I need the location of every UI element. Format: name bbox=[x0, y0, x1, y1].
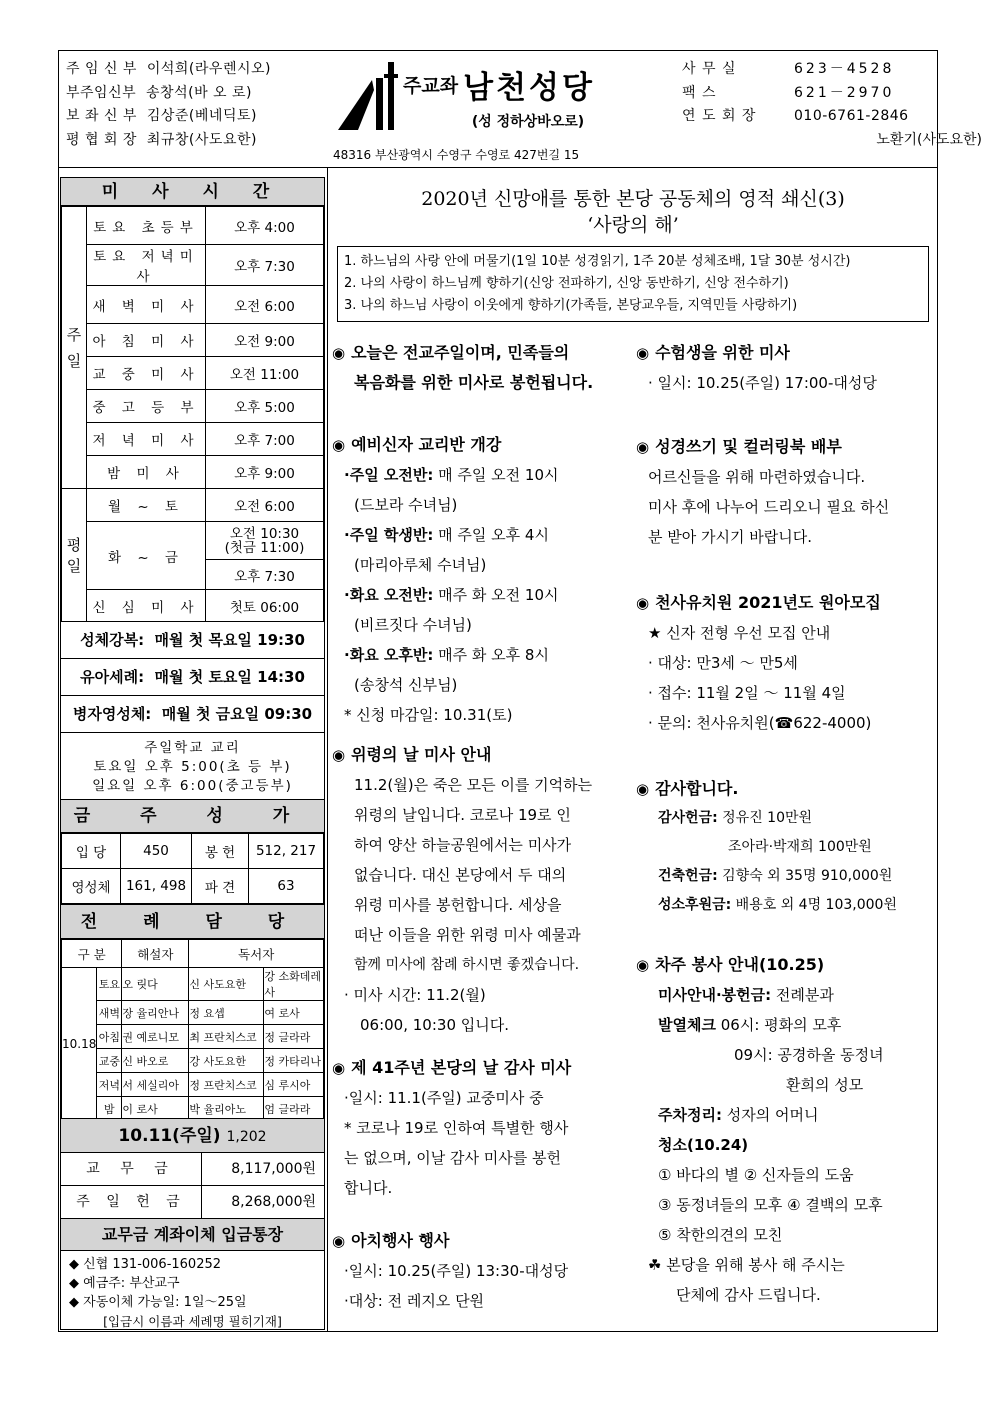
account-box: 교무금 계좌이체 입금통장 ◆ 신협 131-006-160252 ◆ 예금주: 부산교구 ◆ 자동이체 가능일: 1일～25일 [입금시 이름과 세례명 필히기재] bbox=[60, 1218, 325, 1330]
header bbox=[58, 50, 982, 168]
section-mission-sunday: ◉ 오늘은 전교주일이며, 민족들의 복음화를 위한 미사로 봉헌됩니다. bbox=[332, 343, 594, 392]
sunday-label: 주일 bbox=[62, 207, 87, 489]
church-name: 남천성당 bbox=[463, 70, 595, 106]
bullet-icon: ◉ bbox=[636, 438, 650, 456]
section-catechumen: ◉ 예비신자 교리반 개강 ·주일 오전반: 매 주일 오전 10시 (드보라 수녀님) ·주일 학생반: 매 주일 오후 4시 (마리아루체 수녀님) ·화요 오전반: 매주 화 오전 10시 (비르짓다 수녀님) ·화요 오후반: 매주 화 오후 8시 (송창석 신부님) * 신청 마감일: 10.31(토) bbox=[332, 435, 559, 724]
section-bible-writing: ◉ 성경쓰기 및 컬러링북 배부 어르신들을 위해 마련하였습니다. 미사 후에 나누어 드리오니 필요 하신 분 받아 가시기 바랍니다. bbox=[636, 437, 890, 546]
finance-date: 10.11(주일) bbox=[118, 1126, 221, 1146]
attendance-count: 1,202 bbox=[226, 1129, 267, 1145]
bullet-icon: ◉ bbox=[636, 780, 650, 798]
liturgy-table: 구 분 해설자 독서자 10.18 토요 오 릿다 신 사도요한 강 소화데레사 새벽 장 율리안나 정 요셉 여 로사 아침 권 예로니모 최 프란치스코 정 글라라 교중 신 바오로 강 사도요한 정 카타리나 저녁 서 세실리아 정 프란치스코 심 루시아 밤 이 로사 박 율리아노 엄 글라라 bbox=[61, 939, 324, 1121]
bullet-icon: ◉ bbox=[636, 594, 650, 612]
goals-box: 1. 하느님의 사랑 안에 머물기(1일 10분 성경읽기, 1주 20분 성체조배, 1달 30분 성시간) 2. 나의 사랑이 하느님께 향하기(신앙 전파하기, 신앙 동반하기, 신앙 전수하기) 3. 나의 하느님 사랑이 이웃에게 향하기(가족들, 본당교우들, 지역민들 사랑하기) bbox=[337, 246, 929, 322]
main-title: 2020년 신망애를 통한 본당 공동체의 영적 쇄신(3) bbox=[421, 188, 845, 210]
section-parish-day: ◉ 제 41주년 본당의 날 감사 미사 ·일시: 11.1(주일) 교중미사 중 * 코로나 19로 인하여 특별한 행사 는 없으며, 이날 감사 미사를 봉헌 합니다. bbox=[332, 1058, 572, 1197]
contact-list: 사 무 실 623－4528 팩 스 621－2970 연 도 회 장 010-6761-2846 노환기(사도요한) bbox=[682, 58, 982, 152]
main-subtitle: ‘사랑의 해’ bbox=[587, 214, 679, 236]
section-acies: ◉ 아치행사 행사 ·일시: 10.25(주일) 13:30-대성당 ·대상: 전 레지오 단원 bbox=[332, 1231, 569, 1310]
bullet-icon: ◉ bbox=[332, 1232, 346, 1250]
section-kindergarten: ◉ 천사유치원 2021년도 원아모집 ★ 신자 전형 우선 모집 안내 · 대상: 만3세 ～ 만5세 · 접수: 11월 2일 ～ 11월 4일 · 문의: 천사유치원(☎622-4000) bbox=[636, 593, 881, 732]
special-times: 성체강복: 매월 첫 목요일 19:30 유아세례: 매월 첫 토요일 14:30 병자영성체: 매월 첫 금요일 09:30 주일학교 교리 토요일 오후 5:00(초 등 부) 일요일 오후 6:00(중고등부) bbox=[61, 622, 324, 801]
bullet-icon: ◉ bbox=[332, 436, 346, 454]
church-name-block bbox=[403, 62, 693, 131]
hymns-table: 입 당 450 봉 헌 512, 217 영성체 161, 498 파 견 63 bbox=[61, 833, 324, 904]
liturgy-date: 10.18 bbox=[62, 968, 97, 1121]
bullet-icon: ◉ bbox=[332, 344, 346, 362]
weekday-label: 평일 bbox=[62, 489, 87, 622]
mass-times-box bbox=[60, 177, 325, 802]
section-next-week-service: ◉ 차주 봉사 안내(10.25) 미사안내·봉헌금: 전례분과 발열체크 06시: 평화의 모후 09시: 공경하올 동정녀 환희의 성모 주차정리: 성자의 어머니 청소(10.24) ① 바다의 별 ② 신자들의 도움 ③ 동정녀들의 모후 ④ 결백의 모후 ⑤ 착한의견의 모친 ☘ 본당을 위해 봉사 해 주시는 단체에 감사 드립니다. bbox=[636, 955, 884, 1304]
bullet-icon: ◉ bbox=[636, 344, 650, 362]
clergy-list: 주 임 신 부 이석희(라우렌시오) 부주임신부 송창석(바 오 로) 보 좌 신 부 김상준(베네딕토) 평 협 회 장 최규창(사도요한) bbox=[66, 61, 271, 148]
section-exam-mass: ◉ 수험생을 위한 미사 · 일시: 10.25(주일) 17:00-대성당 bbox=[636, 343, 877, 392]
liturgy-box: 전 례 담 당 구 분 해설자 독서자 10.18 토요 오 릿다 신 사도요한 강 소화데레사 새벽 장 율리안나 정 요셉 여 로사 아침 권 예로니모 최 프란치스코 정 글라라 교중 신 바오로 강 사도요한 정 카타리나 저녁 서 세실리아 정 프란치스코 심 루시아 밤 이 로사 박 율리아노 엄 글라라 bbox=[60, 904, 325, 1122]
bullet-icon: ◉ bbox=[332, 1059, 346, 1077]
church-address: 48316 부산광역시 수영구 수영로 427번길 15 bbox=[333, 148, 580, 162]
section-thanks: ◉ 감사합니다. 감사헌금: 정유진 10만원 조아라·박재희 100만원 건축헌금: 김향숙 외 35명 910,000원 성소후원금: 배용호 외 4명 103,000원 bbox=[636, 779, 897, 913]
church-patron: (성 정하상바오로) bbox=[471, 114, 585, 130]
church-prefix: 주교좌 bbox=[403, 75, 459, 97]
finance-box: 10.11(주일) 1,202 교 무 금 8,117,000원 주 일 헌 금 8,268,000원 bbox=[60, 1118, 325, 1219]
mass-table: 주일 토요 초등부 오후 4:00 토요 저녁미사 오후 7:30 새 벽 미 사 오전 6:00 아 침 미 사 오전 9:00 교 중 미 사 오전 11:00 중 고 등 부 오후 5:00 저 녁 미 사 오후 7:00 밤 미 사 오후 9:00 평일 월 ~ 토 오전 6:00 화 ~ 금 오전 10:30 (첫금 11:00) 오후 7:30 신 심 미 사 첫토 06:00 bbox=[61, 206, 324, 622]
hymns-box: 금 주 성 가 입 당 450 봉 헌 512, 217 영성체 161, 498 파 견 63 bbox=[60, 799, 325, 905]
section-all-souls: ◉ 위령의 날 미사 안내 11.2(월)은 죽은 모든 이를 기억하는 위령의 날입니다. 코로나 19로 인 하여 양산 하늘공원에서는 미사가 없습니다. 대신 본당에서 두 대의 위령 미사를 봉헌합니다. 세상을 떠난 이들을 위한 위령 미사 예물과 함께 미사에 참례 하시면 좋겠습니다. · 미사 시간: 11.2(월) 06:00, 10:30 입니다. bbox=[332, 745, 593, 1034]
contact-name: 노환기(사도요한) bbox=[876, 131, 982, 148]
bullet-icon: ◉ bbox=[636, 956, 650, 974]
bullet-icon: ◉ bbox=[332, 746, 346, 764]
mass-times-title: 미 사 시 간 bbox=[61, 178, 324, 206]
sunday-school: 주일학교 교리 토요일 오후 5:00(초 등 부) 일요일 오후 6:00(중고등부) bbox=[92, 740, 293, 794]
